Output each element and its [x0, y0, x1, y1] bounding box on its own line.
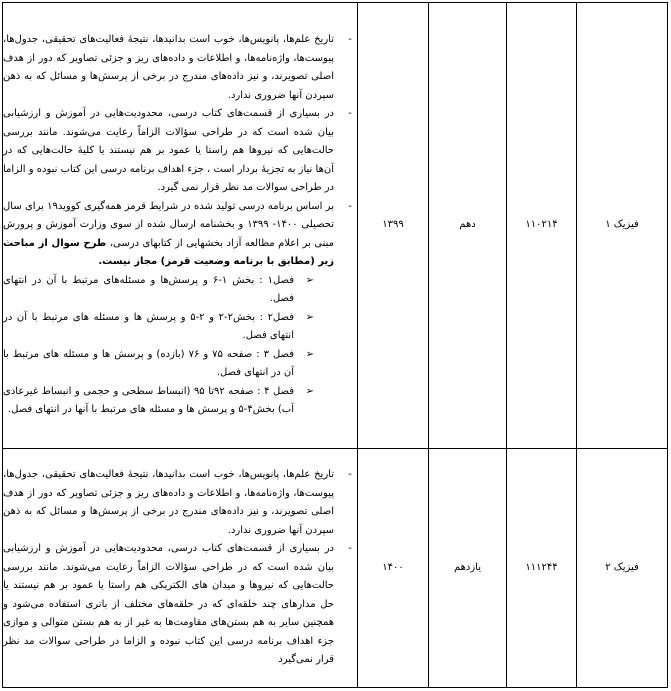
chapter-item	[3, 309, 316, 346]
subject-cell: فیزیک ۲	[577, 449, 668, 688]
chapter-item	[3, 383, 316, 420]
note-text: تاریخ علم‌ها، پانویس‌ها، خوب است بدانید‌ها، نتیجهٔ فعالیت‌های تحقیقی، جدول‌ها، پیوست‌ها، واژه‌نامه‌ها، و اطلاعات و داده‌های ریز و جزئی تصاویر که دور از هدف اصلی تصویرند، و نیز داده‌های مندرج در برخی از پرسش‌ها و مسائل که به ذهن سپردن آنها ضروری ندارد.	[3, 469, 334, 536]
note-text: در بسیاری از قسمت‌های کتاب درسی، محدودیت‌هایی در آموزش و ارزشیابی بیان شده است که در طراحی سؤالات الزاماً رعایت می‌شوند. مانند بررسی حالت‌هایی که نیروها و میدان های الکتریکی هم راستا یا عمود بر هم نیستند یا حل مدارهای چند حلقه‌ای که در حلقه‌های مختلف از باتری استفاده می‌شود و همچنین سایر به هم بستن‌های مقاومت‌ها به غیر از به هم بستن متوالی و موازی جزء اهداف برنامه درسی این کتاب نبوده و الزاما در طراحی سوالات مد نظر قرار نمی‌گیرد	[3, 543, 334, 666]
notes-list	[3, 31, 357, 420]
dash-icon: -	[348, 543, 352, 555]
exclusions-table	[2, 2, 668, 688]
chapter-text: فصل ۳ : صفحه ۷۵ و ۷۶ (بازده) و پرسش ها و مسئله های مرتبط با آن در انتهای فصل.	[3, 348, 294, 379]
list-item	[3, 540, 357, 670]
dash-icon: -	[348, 34, 352, 46]
chapter-list	[3, 272, 334, 420]
checkmark-arrow-icon: ➢	[305, 348, 314, 360]
note-text: در بسیاری از قسمت‌های کتاب درسی، محدودیت‌هایی در آموزش و ارزشیابی بیان شده است که در طراحی سؤالات الزاماً رعایت می‌شوند. مانند بررسی حالت‌هایی که نیروها هم راستا یا عمود بر هم نیستند یا کلیهٔ حالت‌هایی که در آن‌ها نیاز به تجزیهٔ بردار است ، جزء اهداف برنامه درسی این کتاب نبوده و الزاما در طراحی سوالات مد نظر قرار نمی گیرد.	[3, 108, 334, 194]
dash-icon: -	[348, 469, 352, 481]
table-row	[3, 3, 668, 449]
dash-icon: -	[348, 108, 352, 120]
covid-note-text: بر اساس برنامه درسی تولید شده در شرایط قرمز همه‌گیری کووید۱۹ برای سال تحصیلی ۱۴۰۰- ۱۳۹۹ و بخشنامه ارسال شده از سوی وزارت آموزش و پرورش مبنی بر اعلام مطالعه آزاد بخشهایی از کتابهای درسی،	[3, 200, 334, 249]
list-item	[3, 31, 357, 105]
chapter-text: فصل۲ : بخش۲-۲ و ۲-۵ و پرسش ها و مسئله های مرتبط با آن در انتهای فصل.	[3, 311, 295, 342]
list-item	[3, 105, 357, 198]
year-cell: ۱۴۰۰	[358, 449, 429, 688]
grade-cell: یازدهم	[429, 449, 507, 688]
subject-cell: فیزیک ۱	[577, 3, 668, 449]
notes-cell	[3, 3, 358, 449]
dash-icon: -	[348, 200, 352, 212]
code-cell: ۱۱۱۲۴۴	[507, 449, 577, 688]
notes-list	[3, 466, 357, 670]
year-cell: ۱۳۹۹	[358, 3, 429, 449]
chapter-item	[3, 272, 316, 309]
grade-cell: دهم	[429, 3, 507, 449]
list-item	[3, 198, 357, 420]
table-row	[3, 449, 668, 688]
covid-note-bold: طرح سوال از مباحث زیر (مطابق با برنامه وضعیت قرمز) مجاز نیست.	[3, 237, 334, 268]
chapter-item	[3, 346, 316, 383]
chapter-text: فصل ۴ : صفحه ۹۲تا ۹۵ (انبساط سطحی و حجمی و انبساط غیرعادی آب) بخش۴-۵ و پرسش ها و مسئله های مرتبط با آنها در انتهای فصل.	[3, 385, 294, 416]
chapter-text: فصل۱ : بخش ۱-۶ و پرسش‌ها و مسئله‌های مرتبط با آن در انتهای فصل.	[3, 274, 294, 305]
notes-cell	[3, 449, 358, 688]
code-cell: ۱۱۰۲۱۴	[507, 3, 577, 449]
checkmark-arrow-icon: ➢	[305, 311, 314, 323]
list-item	[3, 466, 357, 540]
checkmark-arrow-icon: ➢	[305, 385, 314, 397]
checkmark-arrow-icon: ➢	[305, 274, 314, 286]
note-text: تاریخ علم‌ها، پانویس‌ها، خوب است بدانید‌ها، نتیجهٔ فعالیت‌های تحقیقی، جدول‌ها، پیوست‌ها، واژه‌نامه‌ها، و اطلاعات و داده‌های ریز و جزئی تصاویر که دور از هدف اصلی تصویرند، و نیز داده‌های مندرج در برخی از پرسش‌ها و مسائل که به ذهن سپردن آنها ضروری ندارد.	[3, 34, 334, 101]
